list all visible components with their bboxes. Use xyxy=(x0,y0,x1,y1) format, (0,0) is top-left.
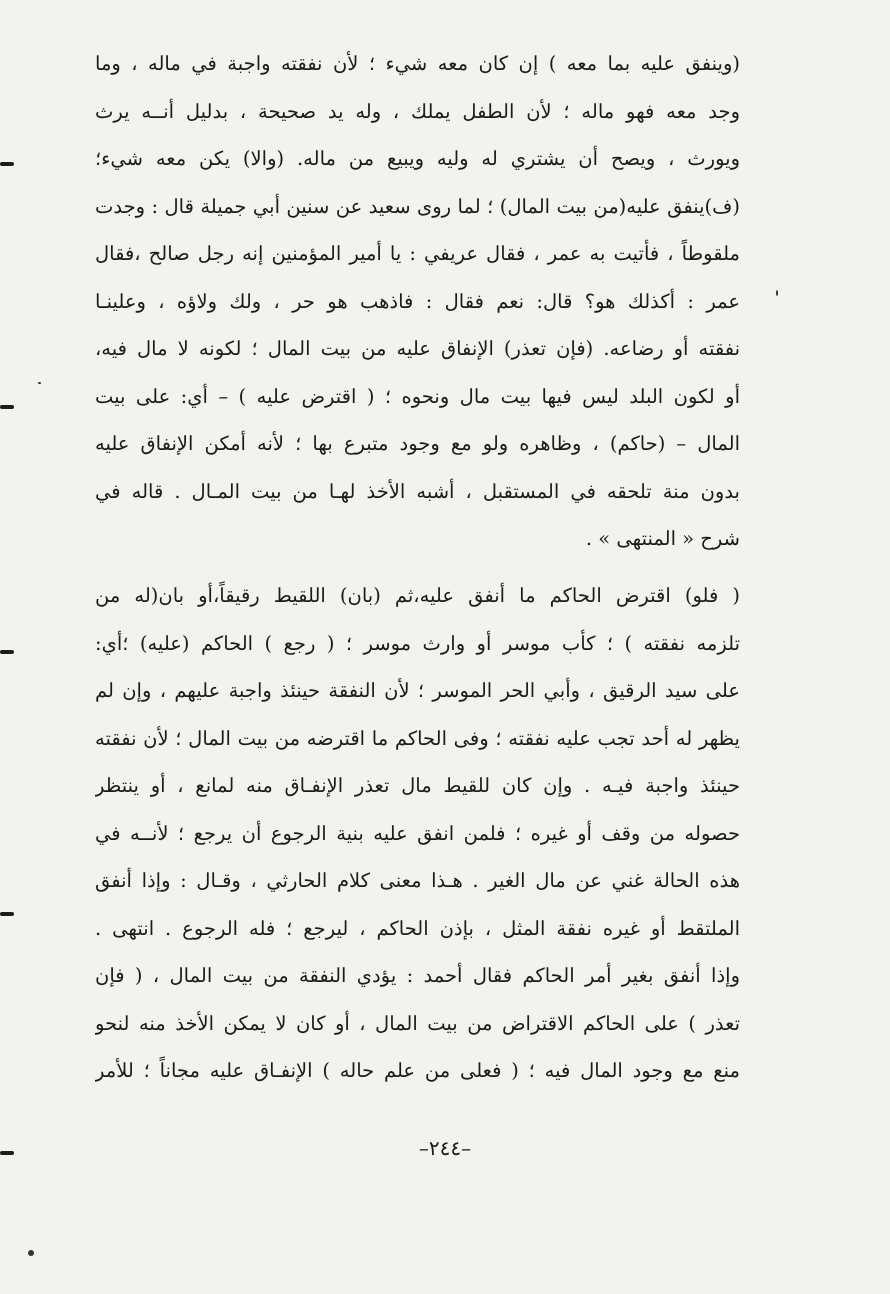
binding-mark xyxy=(0,405,14,409)
binding-mark xyxy=(0,650,14,654)
ink-speck xyxy=(28,1250,34,1256)
text-line: ويورث ، ويصح أن يشتري له وليه ويبيع من ماله. (والا) يكن معه شيء؛ xyxy=(95,147,740,170)
binding-mark xyxy=(0,1151,14,1155)
paragraph-1 xyxy=(95,40,740,563)
text-line: المال – (حاكم) ، وظاهره ولو مع وجود متبرع بها ؛ لأنه أمكن الإنفاق عليه xyxy=(95,432,740,455)
text-line: ( فلو) اقترض الحاكم ما أنفق عليه،ثم (بان) اللقيط رقيقاً،أو بان(له من xyxy=(95,584,740,607)
text-line: يظهر له أحد تجب عليه نفقته ؛ وفى الحاكم ما اقترضه من بيت المال ؛ لأن نفقته xyxy=(95,726,740,750)
ink-speck xyxy=(776,290,778,296)
text-line: منع مع وجود المال فيه ؛ ( فعلى من علم حاله ) الإنفـاق عليه مجاناً ؛ للأمر xyxy=(95,1059,740,1082)
paragraph-2 xyxy=(95,572,740,1095)
text-line: أو لكون البلد ليس فيها بيت مال ونحوه ؛ ( اقترض عليه ) – أي: على بيت xyxy=(95,384,740,408)
text-line: ملقوطاً ، فأتيت به عمر ، فقال عريفي : يا أمير المؤمنين إنه رجل صالح ،فقال xyxy=(95,242,740,265)
text-line: بدون منة تلحقه في المستقبل ، أشبه الأخذ لهـا من بيت المـال . قاله في xyxy=(95,479,740,503)
text-line: حينئذ واجبة فيـه . وإن كان للقيط مال تعذر الإنفـاق منه لمانع ، أو ينتظر xyxy=(95,774,740,797)
text-line: تلزمه نفقته ) ؛ كأب موسر أو وارث موسر ؛ ( رجع ) الحاكم (عليه) ؛أي: xyxy=(95,631,740,655)
binding-mark xyxy=(0,912,14,916)
text-line: وإذا أنفق بغير أمر الحاكم فقال أحمد : يؤدي النفقة من بيت المال ، ( فإن xyxy=(95,964,740,987)
text-line: شرح « المنتهى » . xyxy=(585,527,740,550)
page-number: –٢٤٤– xyxy=(418,1136,472,1160)
text-line: هذه الحالة غني عن مال الغير . هـذا معنى كلام الحارثي ، وقـال : وإذا أنفق xyxy=(95,869,740,892)
binding-mark xyxy=(0,162,14,166)
text-line: على سيد الرقيق ، وأبي الحر الموسر ؛ لأن النفقة حينئذ واجبة عليهم ، وإن لم xyxy=(95,679,740,702)
text-line: (وينفق عليه بما معه ) إن كان معه شيء ؛ لأن نفقته واجبة في ماله ، وما xyxy=(95,52,740,75)
text-line: وجد معه فهو ماله ؛ لأن الطفل يملك ، وله يد صحيحة ، بدليل أنــه يرث xyxy=(95,99,740,123)
text-line: حصوله من وقف أو غيره ؛ فلمن انفق عليه بنية الرجوع أن يرجع ؛ لأنــه في xyxy=(95,821,740,845)
ink-speck xyxy=(38,382,41,384)
text-line: (ف)ينفق عليه(من بيت المال) ؛ لما روى سعيد عن سنين أبي جميلة قال : وجدت xyxy=(95,194,740,218)
text-line: عمر : أكذلك هو؟ قال: نعم فقال : فاذهب هو حر ، ولك ولاؤه ، وعلينـا xyxy=(95,289,740,313)
text-line: نفقته أو رضاعه. (فإن تعذر) الإنفاق عليه من بيت المال ؛ لكونه لا مال فيه، xyxy=(95,337,740,360)
text-line: تعذر ) على الحاكم الاقتراض من بيت المال ، أو كان لا يمكن الأخذ منه لنحو xyxy=(95,1011,740,1035)
text-line: الملتقط أو غيره نفقة المثل ، بإذن الحاكم ، ليرجع ؛ فله الرجوع . انتهى . xyxy=(95,916,740,940)
